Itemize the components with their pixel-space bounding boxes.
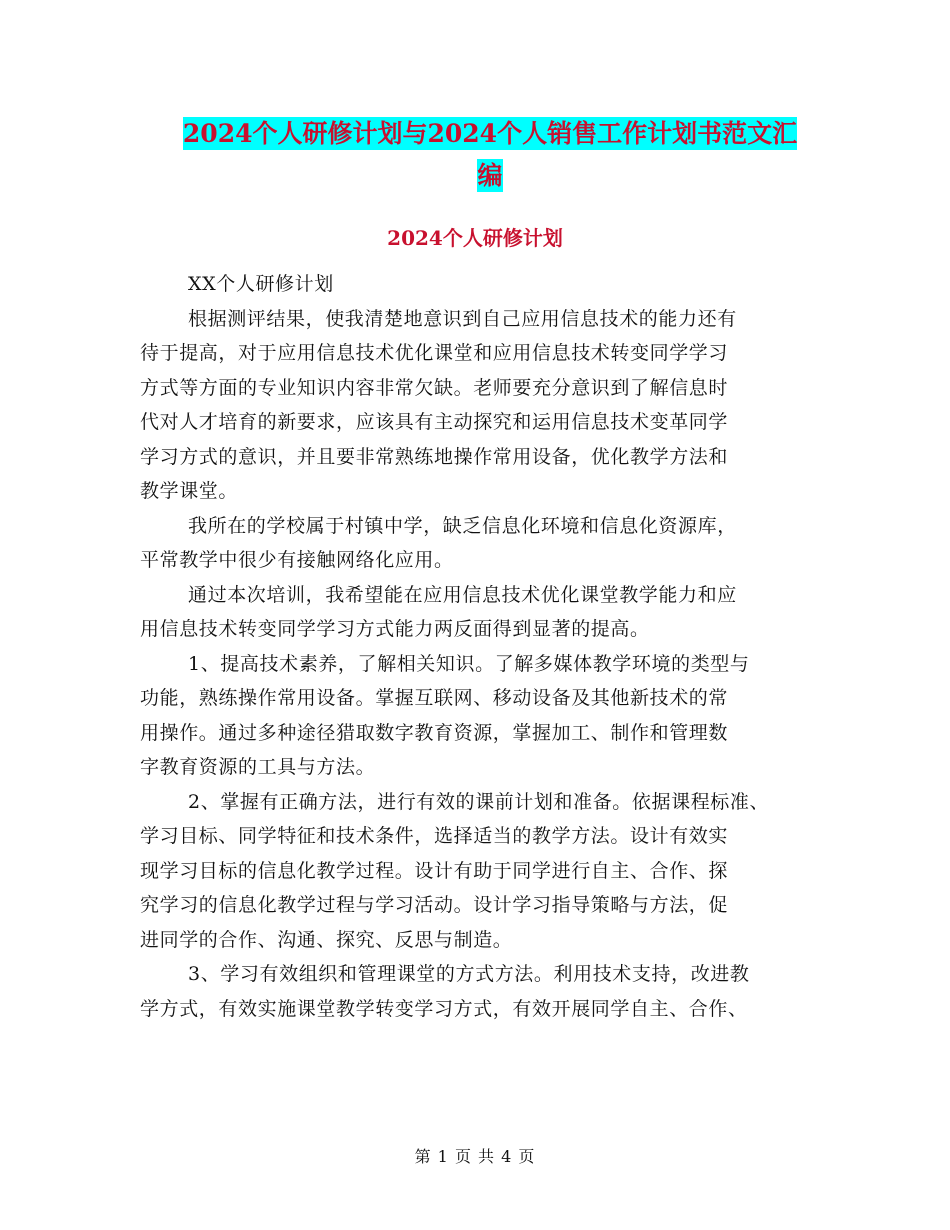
body-line: 1、提高技术素养，了解相关知识。了解多媒体教学环境的类型与 — [188, 652, 750, 675]
body-line: 代对人才培育的新要求，应该具有主动探究和运用信息技术变革同学 — [140, 411, 729, 433]
page-footer: 第 1 页 共 4 页 — [414, 1147, 536, 1166]
document-title — [140, 113, 840, 197]
body-line: 待于提高，对于应用信息技术优化课堂和应用信息技术转变同学学习 — [140, 342, 729, 364]
body-line: 通过本次培训，我希望能在应用信息技术优化课堂教学能力和应 — [188, 583, 737, 606]
body-line: 我所在的学校属于村镇中学，缺乏信息化环境和信息化资源库， — [188, 514, 737, 537]
body-line: 现学习目标的信息化教学过程。设计有助于同学进行自主、合作、探 — [140, 859, 729, 882]
body-line: 学习方式的意识，并且要非常熟练地操作常用设备，优化教学方法和 — [140, 445, 729, 468]
title-line-2: 编 — [477, 161, 503, 190]
body-line: 用操作。通过多种途径猎取数字教育资源，掌握加工、制作和管理数 — [140, 721, 729, 744]
title-line-1: 2024个人研修计划与2024个人销售工作计划书范文汇 — [182, 119, 798, 148]
body-line: 方式等方面的专业知识内容非常欠缺。老师要充分意识到了解信息时 — [140, 376, 729, 399]
body-line: XX个人研修计划 — [188, 273, 334, 295]
body-line: 学方式，有效实施课堂教学转变学习方式，有效开展同学自主、合作、 — [140, 997, 748, 1020]
body-line: 3、学习有效组织和管理课堂的方式方法。利用技术支持，改进教 — [188, 963, 750, 985]
body-line: 2、掌握有正确方法，进行有效的课前计划和准备。依据课程标准、 — [188, 790, 770, 813]
document-body — [140, 267, 820, 1026]
body-line: 平常教学中很少有接触网络化应用。 — [140, 549, 454, 571]
body-line: 进同学的合作、沟通、探究、反思与制造。 — [140, 928, 513, 951]
body-line: 究学习的信息化教学过程与学习活动。设计学习指导策略与方法，促 — [140, 894, 729, 916]
body-line: 根据测评结果，使我清楚地意识到自己应用信息技术的能力还有 — [188, 307, 737, 330]
body-line: 用信息技术转变同学学习方式能力两反面得到显著的提高。 — [140, 618, 650, 640]
body-line: 教学课堂。 — [140, 480, 239, 502]
body-line: 功能，熟练操作常用设备。掌握互联网、移动设备及其他新技术的常 — [140, 687, 729, 709]
body-line: 字教育资源的工具与方法。 — [140, 756, 376, 778]
body-line: 学习目标、同学特征和技术条件，选择适当的教学方法。设计有效实 — [140, 825, 729, 847]
section-title: 2024个人研修计划 — [387, 226, 563, 250]
